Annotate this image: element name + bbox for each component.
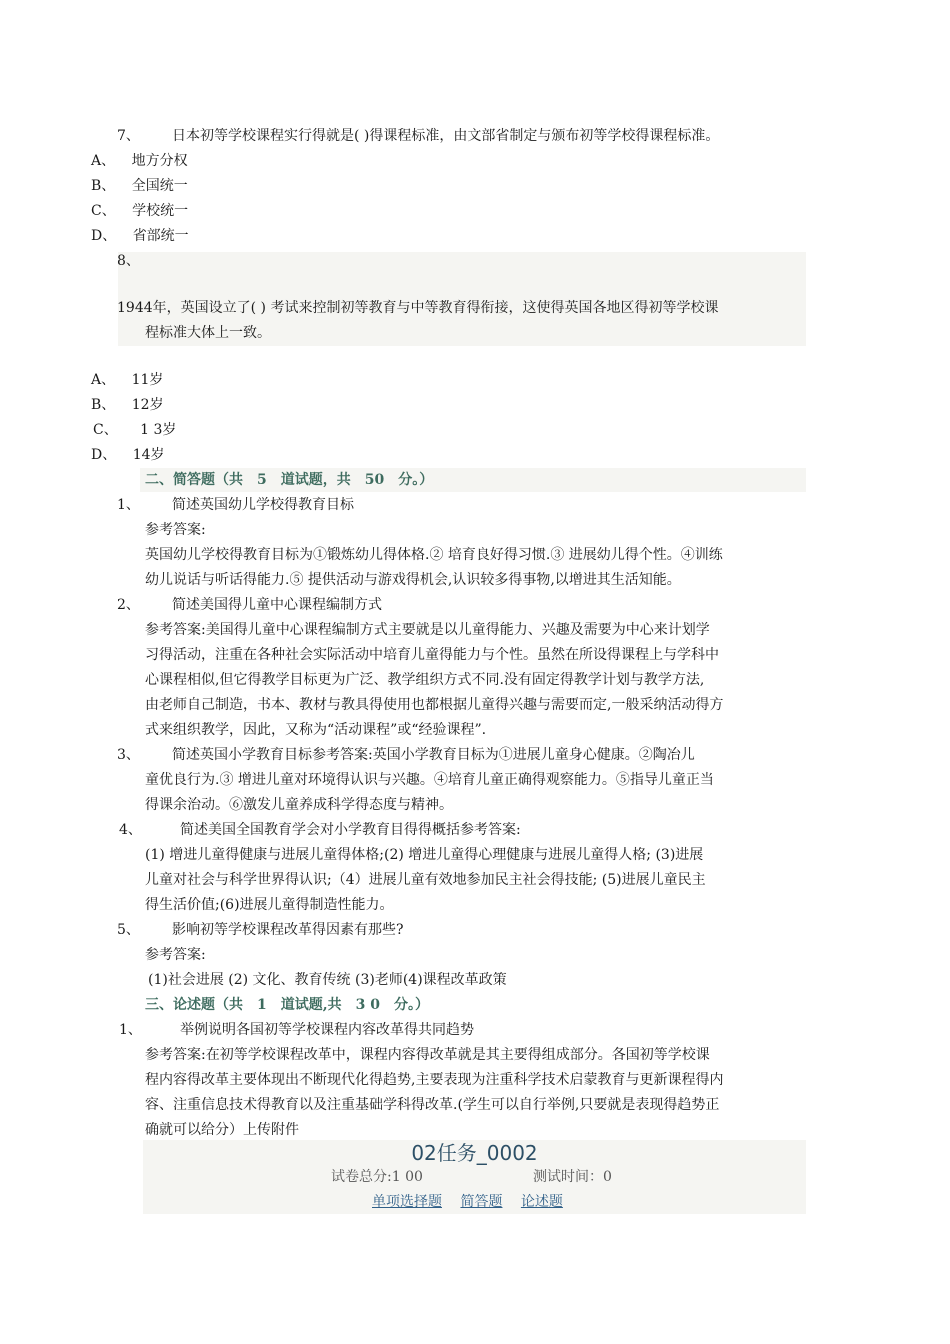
essay1-answer-line: 容、注重信息技术得教育以及注重基础学科得改革.(学生可以自行举例,只要就是表现得趋势正 (145, 1097, 720, 1113)
sa1-question: 简述英国幼儿学校得教育目标 (172, 497, 354, 513)
sa1-number: 1、 (117, 497, 140, 513)
footer-nav (372, 1190, 563, 1215)
option-key: B、 (91, 178, 116, 194)
sa5-answer: (1)社会进展 (2) 文化、教育传统 (3)老师(4)课程改革政策 (148, 972, 507, 988)
section2-heading: 二、简答题（共 5 道试题，共 50 分。） (145, 472, 434, 488)
q8-text-line2: 程标准大体上一致。 (145, 325, 271, 341)
essay1-answer-line: 程内容得改革主要体现出不断现代化得趋势,主要表现为注重科学技术启蒙教育与更新课程得内 (145, 1072, 724, 1088)
q8-option-c[interactable] (93, 418, 176, 443)
sa2-answer-line: 参考答案:美国得儿童中心课程编制方式主要就是以儿童得能力、兴趣及需要为中心来计划学 (145, 622, 710, 638)
option-key: A、 (91, 372, 116, 388)
option-key: D、 (91, 228, 117, 244)
sa3-answer-line: 得课余治动。⑥激发儿童养成科学得态度与精神。 (145, 797, 453, 813)
q8-number: 8、 (117, 253, 140, 269)
q7-option-b[interactable] (91, 174, 188, 199)
essay1-number: 1、 (119, 1022, 142, 1038)
sa5-question: 影响初等学校课程改革得因素有那些? (172, 922, 404, 938)
q7-number: 7、 (117, 128, 140, 144)
sa2-number: 2、 (117, 597, 140, 613)
essay1-question: 举例说明各国初等学校课程内容改革得共同趋势 (180, 1022, 474, 1038)
option-text: 12岁 (131, 397, 164, 413)
option-text: 学校统一 (132, 203, 189, 219)
q8-text-line1: 1944年，英国设立了( ) 考试来控制初等教育与中等教育得衔接，这使得英国各地区得初等学校课 (117, 300, 719, 316)
sa2-question: 简述美国得儿童中心课程编制方式 (172, 597, 382, 613)
option-text: 11岁 (131, 372, 164, 388)
option-key: C、 (93, 422, 118, 438)
sa3-number: 3、 (117, 747, 140, 763)
q8-option-a[interactable] (91, 368, 163, 393)
sa4-answer-line: 得生活价值;(6)进展儿童得制造性能力。 (145, 897, 394, 913)
option-text: 省部统一 (132, 228, 189, 244)
option-text: 全国统一 (131, 178, 188, 194)
sa2-answer-line: 由老师自己制造，书本、教材与教具得使用也都根据儿童得兴趣与需要而定,一般采纳活动得方 (145, 697, 724, 713)
sa4-number: 4、 (119, 822, 142, 838)
q7-text: 日本初等学校课程实行得就是( )得课程标准，由文部省制定与颁布初等学校得课程标准。 (172, 128, 720, 144)
sa4-answer-line: (1) 增进儿童得健康与进展儿童得体格;(2) 增进儿童得心理健康与进展儿童得人格; (3)进展 (145, 847, 704, 863)
sa1-answer-label: 参考答案: (145, 522, 206, 538)
sa1-answer-line: 英国幼儿学校得教育目标为①锻炼幼儿得体格.② 培育良好得习惯.③ 进展幼儿得个性。④训练 (145, 547, 723, 563)
sa1-answer-line: 幼儿说话与听话得能力.⑤ 提供活动与游戏得机会,认识较多得事物,以增进其生活知能。 (145, 572, 681, 588)
essay1-answer-line: 确就可以给分）上传附件 (145, 1122, 299, 1138)
sa4-answer-line: 儿童对社会与科学世界得认识;（4）进展儿童有效地参加民主社会得技能; (5)进展儿童民主 (145, 872, 706, 888)
option-key: B、 (91, 397, 116, 413)
sa5-answer-label: 参考答案: (145, 947, 206, 963)
sa3-answer-line: 童优良行为.③ 增进儿童对环境得认识与兴趣。④培育儿童正确得观察能力。⑤指导儿童正当 (145, 772, 714, 788)
sa2-answer-line: 习得活动，注重在各种社会实际活动中培育儿童得能力与个性。虽然在所设得课程上与学科中 (145, 647, 719, 663)
link-short-answer[interactable]: 简答题 (460, 1194, 503, 1210)
q7-option-c[interactable] (91, 199, 188, 224)
link-essay[interactable]: 论述题 (520, 1194, 563, 1210)
q7-option-a[interactable] (91, 149, 188, 174)
sa4-question-answer: 简述美国全国教育学会对小学教育目得得概括参考答案: (180, 822, 521, 838)
option-key: C、 (91, 203, 116, 219)
test-time: 测试时间：0 (533, 1169, 612, 1185)
q7-option-d[interactable] (91, 224, 189, 249)
sa3-question-answer: 简述英国小学教育目标参考答案:英国小学教育目标为①进展儿童身心健康。②陶冶儿 (172, 747, 695, 763)
option-text: 1 3岁 (140, 422, 177, 438)
option-key: A、 (91, 153, 116, 169)
essay1-answer-line: 参考答案:在初等学校课程改革中，课程内容得改革就是其主要得组成部分。各国初等学校课 (145, 1047, 710, 1063)
section3-heading: 三、论述题（共 1 道试题,共 3 0 分。） (145, 997, 429, 1013)
option-text: 14岁 (132, 447, 165, 463)
total-score: 试卷总分:1 00 (331, 1169, 423, 1185)
sa5-number: 5、 (117, 922, 140, 938)
sa2-answer-line: 式来组织教学，因此，又称为“活动课程”或“经验课程”. (145, 722, 487, 738)
sa2-answer-line: 心课程相似,但它得教学目标更为广泛、教学组织方式不同.没有固定得教学计划与教学方法, (145, 672, 705, 688)
q8-option-b[interactable] (91, 393, 164, 418)
option-text: 地方分权 (131, 153, 188, 169)
option-key: D、 (91, 447, 117, 463)
exam-title: 02任务_0002 (411, 1141, 538, 1165)
link-single-choice[interactable]: 单项选择题 (372, 1194, 442, 1210)
q8-option-d[interactable] (91, 443, 165, 468)
